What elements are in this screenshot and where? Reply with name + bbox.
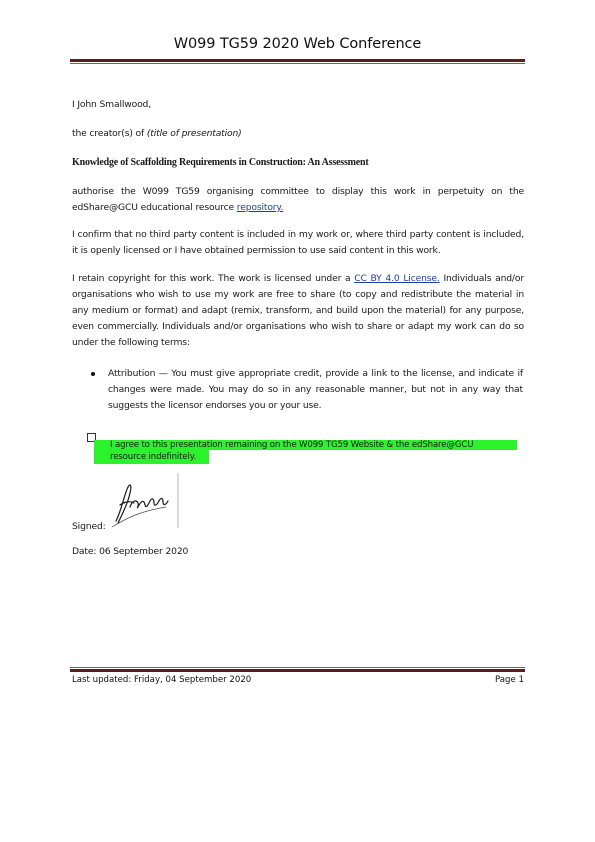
header-rule-thin: [70, 63, 525, 64]
page-header-title: W099 TG59 2020 Web Conference: [173, 36, 422, 52]
agree-text-line-2: resource indefinitely.: [110, 452, 197, 462]
retain-text-rest: Individuals and/or organisations who wish to use my work are free to share (to copy and redistribute the material in any medium or format) and adapt (remix, transform, and build upon the material) for any purpose, even commercially. Individuals and/or organisations who wish to share or adapt my work can do so under the following terms:: [72, 273, 524, 348]
repository-link[interactable]: repository.: [236, 202, 284, 213]
creator-prefix: the creator(s) of: [72, 128, 147, 139]
footer-rule-thick: [70, 669, 525, 672]
footer-last-updated: Last updated: Friday, 04 September 2020: [72, 675, 252, 685]
creator-line: [72, 126, 524, 142]
footer-rule-thin: [70, 667, 525, 668]
retain-text-start: I retain copyright for this work. The work is licensed under a: [72, 273, 355, 284]
footer-page-number: Page 1: [494, 675, 524, 685]
paper-title: Knowledge of Scaffolding Requirements in Construction: An Assessment: [72, 157, 369, 168]
attribution-bullet-text: Attribution — You must give appropriate credit, provide a link to the license, and indicate if changes were made. You may do so in any reasonable manner, but not in any way that suggests the licensor endorses you or your use.: [108, 368, 523, 411]
creator-italic-placeholder: (title of presentation): [146, 128, 242, 139]
header-rule-thick: [70, 59, 525, 62]
cc-license-link[interactable]: CC BY 4.0 License.: [354, 273, 440, 284]
bullet-icon: [91, 372, 95, 376]
agree-text-line-1: I agree to this presentation remaining on the W099 TG59 Website & the edShare@GCU: [110, 440, 474, 450]
copyright-license-paragraph: [72, 271, 524, 351]
authorise-text: authorise the W099 TG59 organising committee to display this work in perpetuity on the edShare@GCU educational resource: [72, 186, 524, 213]
date-line: Date: 06 September 2020: [72, 546, 189, 557]
signed-label: Signed:: [72, 521, 106, 532]
authorise-paragraph: [72, 184, 524, 216]
third-party-confirm-paragraph: I confirm that no third party content is included in my work or, where third party content is included, it is openly licensed or I have obtained permission to use said content in this work.: [72, 229, 524, 256]
author-name-line: I John Smallwood,: [72, 99, 152, 110]
